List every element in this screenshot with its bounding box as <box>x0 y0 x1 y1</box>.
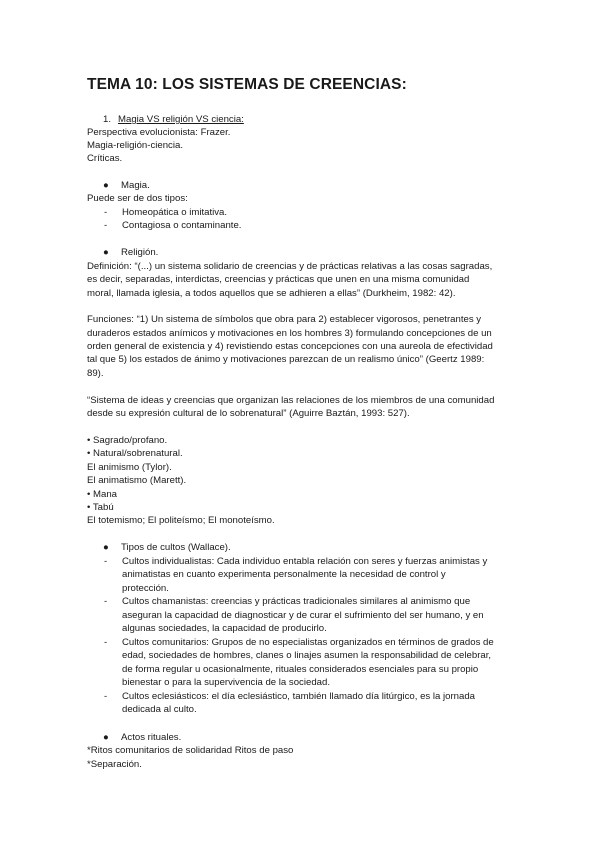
text-line: *Separación. <box>87 759 142 770</box>
text-line: *Ritos comunitarios de solidaridad Ritos de paso <box>87 745 294 756</box>
subheading: Magia. <box>121 180 150 191</box>
list-item-cont: bienestar o para la supervivencia de la sociedad. <box>122 677 330 688</box>
text-line: orden general de existencia y 4) revistiendo estas concepciones con una aureola de efectividad <box>87 341 493 352</box>
list-item-cont: algunas sociedades, la capacidad de producirlo. <box>122 623 327 634</box>
list-item: Cultos individualistas: Cada individuo entabla relación con seres y fuerzas animistas y <box>122 556 488 567</box>
dash-icon: - <box>104 556 108 567</box>
list-item: Cultos eclesiásticos: el día eclesiástico, también llamado día litúrgico, es la jornada <box>122 691 476 702</box>
list-item: Contagiosa o contaminante. <box>122 220 242 231</box>
subheading: Tipos de cultos (Wallace). <box>121 542 231 553</box>
subheading: Religión. <box>121 247 159 258</box>
bullet-icon: ● <box>103 732 109 743</box>
text-line: desde su expresión cultural de lo sobrenatural” (Aguirre Baztán, 1993: 527). <box>87 408 410 419</box>
list-item: Homeopática o imitativa. <box>122 207 228 218</box>
text-line: tal que 5) los estados de ánimo y motivaciones parezcan de un realismo único” (Geertz 1989: <box>87 354 485 365</box>
list-item-cont: edad, sociedades de hombres, clanes o linajes asumen la responsabilidad de celebrar, <box>122 650 492 661</box>
dash-icon: - <box>104 596 108 607</box>
dash-icon: - <box>104 637 108 648</box>
text-line: • Mana <box>87 489 118 500</box>
text-line: El animatismo (Marett). <box>87 475 187 486</box>
text-line: • Sagrado/profano. <box>87 435 168 446</box>
text-line: • Tabú <box>87 502 114 513</box>
text-line: 89). <box>87 368 104 379</box>
list-item-cont: animatistas en cuanto experimenta personalmente la necesidad de control y <box>122 569 446 580</box>
list-item-cont: protección. <box>122 583 169 594</box>
page-title: TEMA 10: LOS SISTEMAS DE CREENCIAS: <box>87 76 407 93</box>
text-line: El totemismo; El politeísmo; El monoteísmo. <box>87 515 275 526</box>
bullet-icon: ● <box>103 180 109 191</box>
text-line: Perspectiva evolucionista: Frazer. <box>87 127 231 138</box>
section-heading: Magia VS religión VS ciencia: <box>118 114 244 125</box>
section-number: 1. <box>103 114 112 125</box>
text-line: moral, llamada iglesia, a todos aquellos que se adhieren a ellas” (Durkheim, 1982: 42). <box>87 288 456 299</box>
dash-icon: - <box>104 691 108 702</box>
text-line: Magia-religión-ciencia. <box>87 140 183 151</box>
subheading: Actos rituales. <box>121 732 182 743</box>
text-line: Críticas. <box>87 153 123 164</box>
text-line: Funciones: “1) Un sistema de símbolos que obra para 2) establecer vigorosos, penetrantes y <box>87 314 482 325</box>
bullet-icon: ● <box>103 542 109 553</box>
bullet-icon: ● <box>103 247 109 258</box>
list-item-cont: dedicada al culto. <box>122 704 197 715</box>
list-item: Cultos chamanistas: creencias y prácticas tradicionales similares al animismo que <box>122 596 471 607</box>
text-line: “Sistema de ideas y creencias que organizan las relaciones de los miembros de una comunidad <box>87 395 495 406</box>
list-item-cont: aseguran la capacidad de diagnosticar y de curar el sufrimiento del ser humano, y en <box>122 610 484 621</box>
text-line: Puede ser de dos tipos: <box>87 193 188 204</box>
dash-icon: - <box>104 220 108 231</box>
list-item: Cultos comunitarios: Grupos de no especialistas organizados en términos de grados de <box>122 637 494 648</box>
text-line: duraderos estados anímicos y motivaciones en los hombres 3) formulando concepciones de un <box>87 328 492 339</box>
text-line: El animismo (Tylor). <box>87 462 172 473</box>
dash-icon: - <box>104 207 108 218</box>
list-item-cont: de forma regular u ocasionalmente, rituales considerados esenciales para su propio <box>122 664 479 675</box>
text-line: es decir, separadas, interdictas, creencias y prácticas que unen en una misma comunidad <box>87 274 470 285</box>
text-line: Definición: “(...) un sistema solidario de creencias y de prácticas relativas a las cosas sagradas, <box>87 261 493 272</box>
text-line: • Natural/sobrenatural. <box>87 448 183 459</box>
